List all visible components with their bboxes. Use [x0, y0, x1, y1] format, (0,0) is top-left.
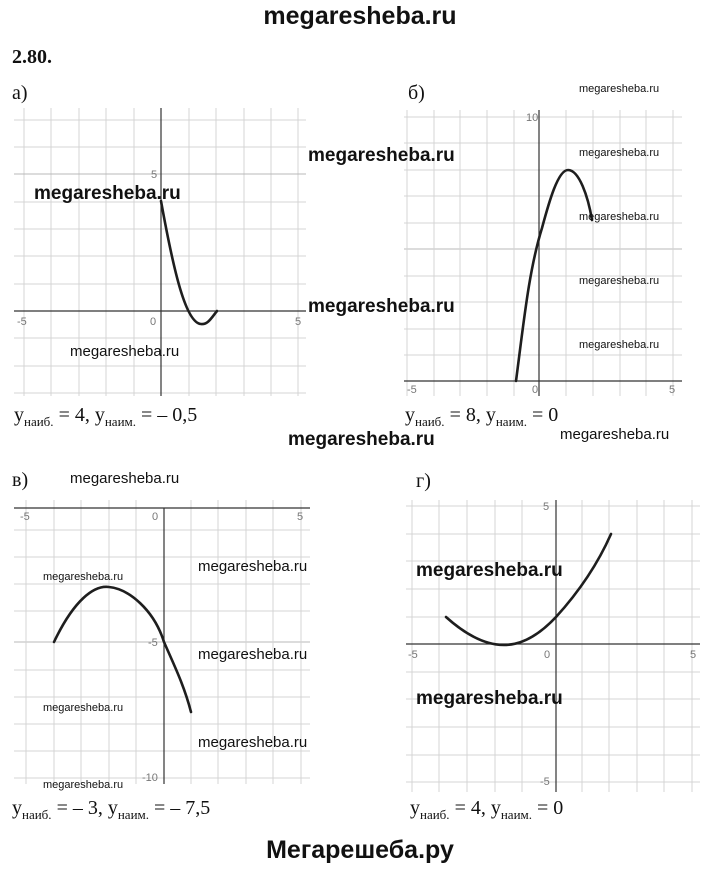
- graph-c-tick-origin: 0: [152, 511, 159, 523]
- answer-min-value: = 0: [527, 404, 559, 426]
- answer-y-max: y: [405, 404, 415, 426]
- watermark: megaresheba.ru: [288, 429, 435, 450]
- panel-c-answer: [12, 797, 210, 823]
- graph-d-grid: [406, 500, 700, 792]
- graph-b-tick-origin: 0: [532, 384, 539, 396]
- answer-min-value: = – 7,5: [149, 797, 211, 819]
- graph-a-tick-x-right: 5: [295, 316, 302, 328]
- answer-y-max: y: [12, 797, 22, 819]
- answer-sub-min: наим.: [500, 807, 533, 822]
- watermark: megaresheba.ru: [579, 275, 660, 287]
- answer-sub-max: наиб.: [24, 414, 54, 429]
- answer-sub-max: наиб.: [415, 414, 445, 429]
- panel-d-answer: [410, 797, 563, 823]
- graph-d-tick-origin: 0: [544, 649, 551, 661]
- answer-min-value: = – 0,5: [136, 404, 198, 426]
- graph-c-tick-y-bottom: -10: [142, 772, 158, 784]
- answer-y-max: y: [14, 404, 24, 426]
- answer-y-max: y: [410, 797, 420, 819]
- answer-y-min: y: [485, 404, 496, 426]
- watermark: megaresheba.ru: [416, 688, 563, 709]
- panel-b-answer: [405, 404, 558, 430]
- panel-c-label: в): [12, 469, 29, 491]
- answer-max-value: = 4,: [449, 797, 491, 819]
- panel-d-label: г): [416, 470, 431, 492]
- graph-d: [406, 500, 700, 792]
- answer-sub-min: наим.: [117, 807, 150, 822]
- watermark: megaresheba.ru: [579, 147, 660, 159]
- answer-y-min: y: [490, 797, 501, 819]
- watermark: megaresheba.ru: [70, 470, 180, 487]
- watermark: megaresheba.ru: [416, 560, 563, 581]
- graph-d-tick-y-top: 5: [543, 501, 550, 513]
- graph-a-tick-origin: 0: [150, 316, 157, 328]
- panel-a-label: а): [12, 82, 28, 104]
- watermark: megaresheba.ru: [198, 734, 308, 751]
- answer-max-value: = 4,: [53, 404, 95, 426]
- graph-c-tick-x-left: -5: [20, 511, 30, 523]
- watermark: megaresheba.ru: [308, 296, 455, 317]
- watermark: megaresheba.ru: [579, 83, 660, 95]
- graph-c-tick-y-mid: -5: [148, 637, 158, 649]
- site-header: megaresheba.ru: [263, 2, 457, 30]
- graph-a-tick-y-top: 5: [151, 169, 158, 181]
- graph-b-tick-x-right: 5: [669, 384, 676, 396]
- watermark: megaresheba.ru: [198, 558, 308, 575]
- answer-y-min: y: [107, 797, 118, 819]
- answer-max-value: = – 3,: [51, 797, 108, 819]
- problem-number: 2.80.: [12, 46, 52, 68]
- answer-max-value: = 8,: [444, 404, 486, 426]
- watermark: megaresheba.ru: [560, 426, 670, 443]
- watermark: megaresheba.ru: [579, 211, 660, 223]
- graph-d-tick-y-bottom: -5: [540, 776, 550, 788]
- answer-sub-max: наиб.: [420, 807, 450, 822]
- graph-d-tick-x-right: 5: [690, 649, 697, 661]
- watermark: megaresheba.ru: [579, 339, 660, 351]
- answer-sub-max: наиб.: [22, 807, 52, 822]
- watermark: megaresheba.ru: [43, 571, 124, 583]
- answer-sub-min: наим.: [495, 414, 528, 429]
- watermark: megaresheba.ru: [34, 183, 181, 204]
- graph-a-tick-x-left: -5: [17, 316, 27, 328]
- graph-b-tick-x-left: -5: [407, 384, 417, 396]
- graph-b-tick-y-top: 10: [526, 112, 539, 124]
- graph-d-tick-x-left: -5: [408, 649, 418, 661]
- graph-c-tick-x-right: 5: [297, 511, 304, 523]
- answer-sub-min: наим.: [104, 414, 137, 429]
- answer-y-min: y: [94, 404, 105, 426]
- watermark: megaresheba.ru: [308, 145, 455, 166]
- watermark: megaresheba.ru: [43, 702, 124, 714]
- graph-c-curve: [54, 587, 191, 712]
- panel-a-answer: [14, 404, 197, 430]
- watermark: megaresheba.ru: [198, 646, 308, 663]
- watermark: megaresheba.ru: [70, 343, 180, 360]
- site-footer: Мегарешеба.ру: [266, 836, 454, 864]
- answer-min-value: = 0: [532, 797, 564, 819]
- watermark: megaresheba.ru: [43, 779, 124, 791]
- panel-b-label: б): [408, 82, 425, 104]
